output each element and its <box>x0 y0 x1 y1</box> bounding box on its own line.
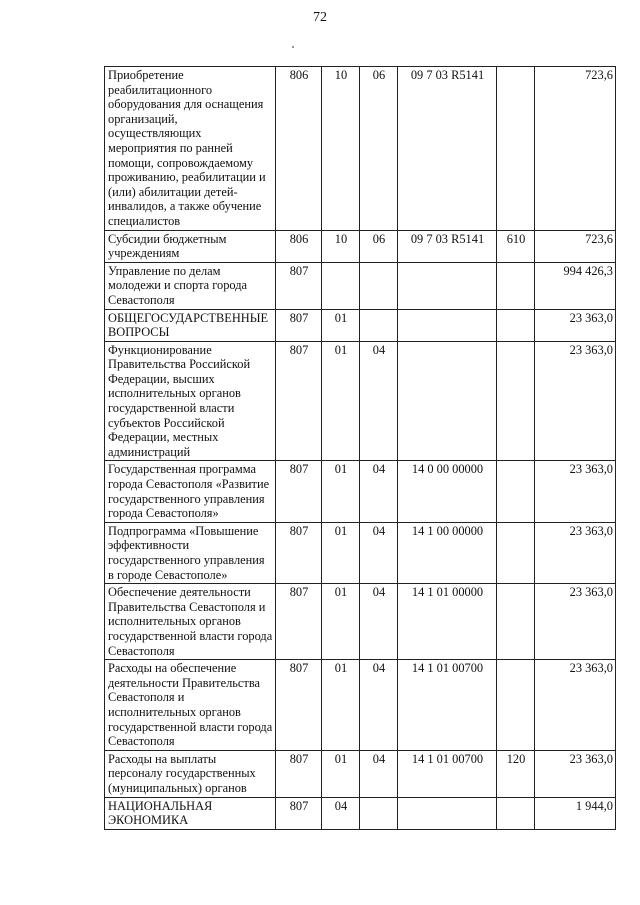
table-row <box>105 584 616 660</box>
ved-cell: 807 <box>276 309 322 341</box>
subsection-cell: 04 <box>360 660 398 751</box>
budget-table <box>104 66 616 830</box>
ved-cell: 807 <box>276 797 322 829</box>
expense-type-cell <box>497 461 535 522</box>
ved-cell: 807 <box>276 522 322 583</box>
amount-cell: 23 363,0 <box>535 660 616 751</box>
subsection-cell: 06 <box>360 230 398 262</box>
target-article-cell: 09 7 03 R5141 <box>398 230 497 262</box>
subsection-cell <box>360 797 398 829</box>
ved-cell: 807 <box>276 341 322 461</box>
target-article-cell: 14 1 01 00700 <box>398 750 497 797</box>
section-cell: 01 <box>322 522 360 583</box>
target-article-cell <box>398 309 497 341</box>
table-row <box>105 660 616 751</box>
table-row <box>105 341 616 461</box>
amount-cell: 723,6 <box>535 67 616 231</box>
expense-type-cell <box>497 67 535 231</box>
amount-cell: 23 363,0 <box>535 341 616 461</box>
table-row <box>105 309 616 341</box>
section-cell: 04 <box>322 797 360 829</box>
row-name-cell: НАЦИОНАЛЬНАЯ ЭКОНОМИКА <box>105 797 276 829</box>
subsection-cell: 04 <box>360 584 398 660</box>
target-article-cell: 14 1 01 00700 <box>398 660 497 751</box>
amount-cell: 1 944,0 <box>535 797 616 829</box>
row-name-cell: Приобретение реабилитационного оборудования для оснащения организаций, осуществляющих мероприятия по ранней помощи, сопровождаемому проживанию, реабилитации и (или) абилитации детей-инвалидов, а также обучение специалистов <box>105 67 276 231</box>
subsection-cell: 04 <box>360 522 398 583</box>
section-cell: 01 <box>322 584 360 660</box>
page-number: 72 <box>313 10 327 25</box>
target-article-cell <box>398 262 497 309</box>
expense-type-cell <box>497 262 535 309</box>
amount-cell: 23 363,0 <box>535 309 616 341</box>
target-article-cell: 14 0 00 00000 <box>398 461 497 522</box>
expense-type-cell <box>497 660 535 751</box>
expense-type-cell: 610 <box>497 230 535 262</box>
subsection-cell: 04 <box>360 750 398 797</box>
section-cell <box>322 262 360 309</box>
section-cell: 10 <box>322 67 360 231</box>
row-name-cell: Субсидии бюджетным учреждениям <box>105 230 276 262</box>
subsection-cell: 04 <box>360 461 398 522</box>
subsection-cell: 06 <box>360 67 398 231</box>
ved-cell: 807 <box>276 660 322 751</box>
amount-cell: 23 363,0 <box>535 750 616 797</box>
ved-cell: 807 <box>276 584 322 660</box>
ved-cell: 806 <box>276 67 322 231</box>
expense-type-cell: 120 <box>497 750 535 797</box>
table-row <box>105 67 616 231</box>
expense-type-cell <box>497 797 535 829</box>
row-name-cell: Подпрограмма «Повышение эффективности государственного управления в городе Севастополе» <box>105 522 276 583</box>
expense-type-cell <box>497 522 535 583</box>
ved-cell: 807 <box>276 262 322 309</box>
scan-speck <box>292 46 294 48</box>
amount-cell: 723,6 <box>535 230 616 262</box>
target-article-cell <box>398 797 497 829</box>
amount-cell: 994 426,3 <box>535 262 616 309</box>
table-row <box>105 461 616 522</box>
ved-cell: 806 <box>276 230 322 262</box>
table-row <box>105 262 616 309</box>
amount-cell: 23 363,0 <box>535 461 616 522</box>
row-name-cell: Расходы на выплаты персоналу государственных (муниципальных) органов <box>105 750 276 797</box>
expense-type-cell <box>497 309 535 341</box>
section-cell: 01 <box>322 750 360 797</box>
section-cell: 01 <box>322 660 360 751</box>
subsection-cell: 04 <box>360 341 398 461</box>
expense-type-cell <box>497 584 535 660</box>
row-name-cell: ОБЩЕГОСУДАРСТВЕННЫЕ ВОПРОСЫ <box>105 309 276 341</box>
row-name-cell: Расходы на обеспечение деятельности Правительства Севастополя и исполнительных органов государственной власти города Севастополя <box>105 660 276 751</box>
section-cell: 01 <box>322 461 360 522</box>
ved-cell: 807 <box>276 750 322 797</box>
subsection-cell <box>360 262 398 309</box>
target-article-cell: 14 1 00 00000 <box>398 522 497 583</box>
table-row <box>105 797 616 829</box>
amount-cell: 23 363,0 <box>535 584 616 660</box>
table-row <box>105 522 616 583</box>
section-cell: 10 <box>322 230 360 262</box>
table-row <box>105 230 616 262</box>
section-cell: 01 <box>322 309 360 341</box>
section-cell: 01 <box>322 341 360 461</box>
row-name-cell: Государственная программа города Севастополя «Развитие государственного управления города Севастополя» <box>105 461 276 522</box>
row-name-cell: Обеспечение деятельности Правительства Севастополя и исполнительных органов государственной власти города Севастополя <box>105 584 276 660</box>
amount-cell: 23 363,0 <box>535 522 616 583</box>
ved-cell: 807 <box>276 461 322 522</box>
table-row <box>105 750 616 797</box>
target-article-cell: 14 1 01 00000 <box>398 584 497 660</box>
target-article-cell <box>398 341 497 461</box>
subsection-cell <box>360 309 398 341</box>
row-name-cell: Функционирование Правительства Российской Федерации, высших исполнительных органов государственной власти субъектов Российской Федерации, местных администраций <box>105 341 276 461</box>
target-article-cell: 09 7 03 R5141 <box>398 67 497 231</box>
expense-type-cell <box>497 341 535 461</box>
row-name-cell: Управление по делам молодежи и спорта города Севастополя <box>105 262 276 309</box>
